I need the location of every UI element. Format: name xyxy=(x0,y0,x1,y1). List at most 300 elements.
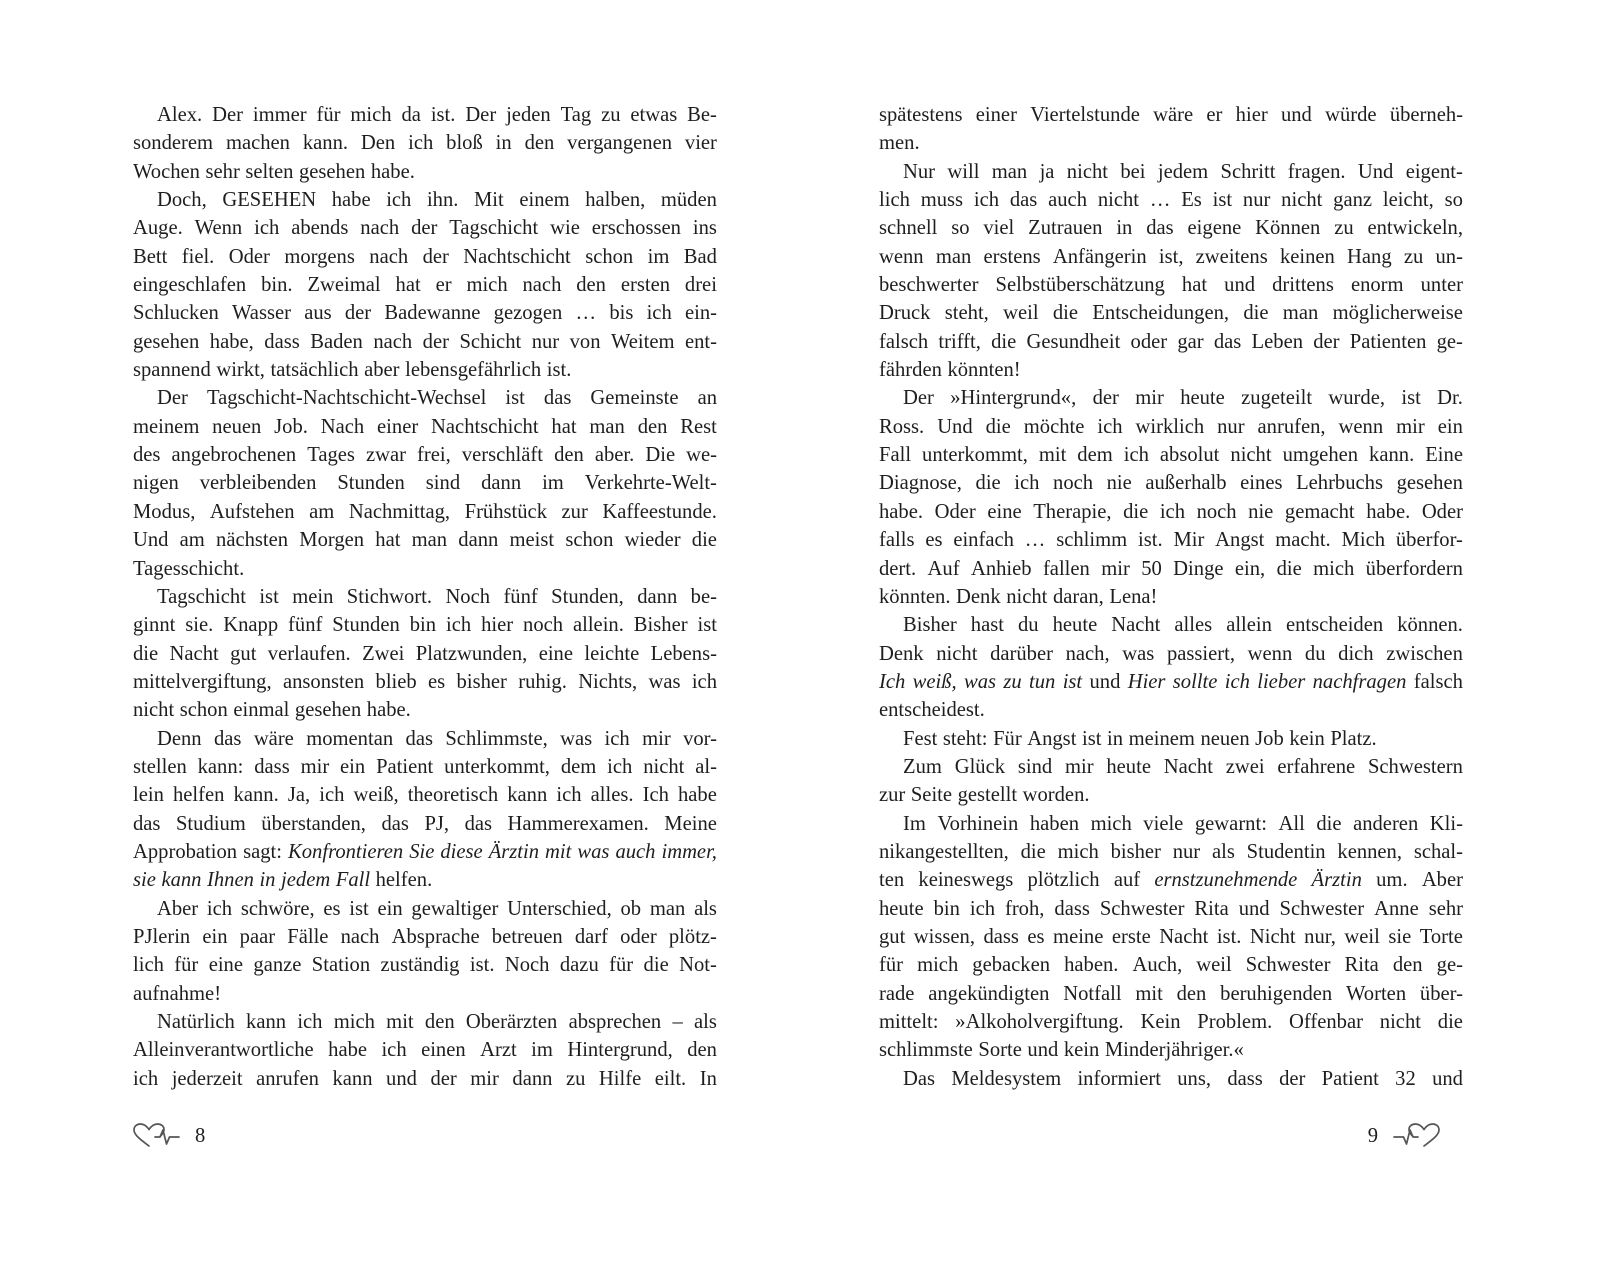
word: in xyxy=(1116,217,1133,240)
word: Verkehrte-Welt- xyxy=(584,472,717,495)
text-line xyxy=(879,526,1463,554)
word: dazu xyxy=(559,954,599,977)
word: nicht xyxy=(133,699,175,722)
word: ich xyxy=(1123,444,1149,467)
word: schlimm xyxy=(1056,529,1128,552)
word: Fall xyxy=(879,444,912,467)
word: men. xyxy=(879,132,920,155)
word: Therapie, xyxy=(1033,500,1112,523)
word: der xyxy=(422,330,449,353)
word: Offenbar xyxy=(1289,1011,1363,1033)
word: wäre xyxy=(253,727,294,750)
word: sollte xyxy=(1172,670,1218,693)
word: nicht xyxy=(1230,444,1272,467)
word: Meldesystem xyxy=(951,1067,1062,1090)
word: und xyxy=(1224,274,1256,297)
word: ge- xyxy=(1436,954,1463,977)
word: viele xyxy=(1143,812,1184,835)
word: eingeschlafen xyxy=(133,274,247,297)
word: über- xyxy=(1419,982,1463,1005)
word: Hier xyxy=(1127,670,1166,693)
word: Nachmittag, xyxy=(348,500,451,523)
word: Noch xyxy=(504,954,550,977)
word: ihn. xyxy=(426,189,459,212)
word: es xyxy=(323,897,341,920)
word: Ja, xyxy=(287,784,311,807)
word: auf xyxy=(1113,869,1141,892)
word: ge- xyxy=(1436,330,1463,353)
word: mit xyxy=(386,1011,414,1033)
word: angebrochenen xyxy=(171,444,297,467)
word: den xyxy=(576,274,606,297)
word: be- xyxy=(690,585,717,608)
word: im xyxy=(542,472,564,495)
word: ginnt xyxy=(133,614,176,637)
word: heute xyxy=(1052,614,1098,637)
word: tatsächlich xyxy=(270,359,359,382)
word: Viertelstunde xyxy=(1030,104,1140,126)
word: dass xyxy=(264,330,300,353)
word: einen xyxy=(421,1039,466,1062)
word: das xyxy=(213,727,242,750)
word: das xyxy=(1009,189,1038,212)
word: Lehrbuchs xyxy=(1296,472,1383,495)
word: ein xyxy=(340,755,366,778)
word: Nacht xyxy=(169,642,219,665)
word: Denk xyxy=(956,585,1001,608)
word: jedem xyxy=(1157,160,1209,183)
word: um. xyxy=(1376,869,1408,892)
word: ist xyxy=(505,387,525,410)
text-line xyxy=(133,980,717,1008)
word: Fall xyxy=(335,869,371,892)
text-line xyxy=(133,328,717,356)
word: Konfrontieren xyxy=(288,840,404,863)
word: dann xyxy=(481,472,522,495)
word: selten xyxy=(245,160,294,183)
word: erfahrene xyxy=(1277,755,1356,778)
word: es xyxy=(428,670,446,693)
word: drei xyxy=(684,274,717,297)
word: Lebens- xyxy=(650,642,717,665)
word: Worten xyxy=(1346,982,1407,1005)
text-line xyxy=(133,781,717,809)
word: ganze xyxy=(253,954,302,977)
word: meinem xyxy=(1128,727,1195,750)
text-line xyxy=(879,214,1463,242)
word: entscheidest. xyxy=(879,699,985,722)
word: ich xyxy=(381,1039,407,1062)
word: zu xyxy=(1334,217,1354,240)
word: Und xyxy=(1357,160,1394,183)
word: mittelvergiftung, xyxy=(133,670,272,693)
word: ich xyxy=(969,897,996,920)
word: bin xyxy=(409,614,437,637)
word: nicht xyxy=(1066,160,1108,183)
word: Hintergrund, xyxy=(567,1039,673,1062)
text-line xyxy=(879,101,1463,129)
word: den xyxy=(637,415,668,438)
word: rade xyxy=(879,982,915,1005)
word: uns, xyxy=(1177,1067,1212,1090)
text-line xyxy=(133,1008,717,1036)
word: meine xyxy=(1053,925,1104,948)
word: Eine xyxy=(1425,444,1463,467)
text-line xyxy=(879,441,1463,469)
word: einmal xyxy=(233,699,290,722)
word: da xyxy=(401,104,421,126)
word: sind xyxy=(425,472,461,495)
word: anrufen, xyxy=(1257,415,1326,438)
page-number: 9 xyxy=(1367,1124,1378,1147)
word: ist. xyxy=(1137,529,1163,552)
word: Glück xyxy=(954,755,1006,778)
word: anderen xyxy=(1353,812,1419,835)
word: ich xyxy=(691,670,717,693)
word: die xyxy=(643,954,669,977)
word: Auge. xyxy=(133,217,183,240)
word: Aber xyxy=(157,897,199,920)
word: nicht xyxy=(936,642,978,665)
word: frei, xyxy=(417,444,451,467)
word: in xyxy=(1106,727,1124,750)
word: mir xyxy=(300,755,330,778)
word: alles xyxy=(1174,614,1213,637)
word: ist xyxy=(1062,670,1083,693)
word: Dr. xyxy=(1437,387,1463,410)
word: dich xyxy=(1338,642,1374,665)
word: kann: xyxy=(197,755,244,778)
word: ist xyxy=(1081,727,1102,750)
word: unterkommt, xyxy=(922,444,1028,467)
word: dass xyxy=(254,755,290,778)
text-line xyxy=(879,271,1463,299)
word: am xyxy=(309,500,335,523)
word: an xyxy=(697,387,717,410)
word: nie xyxy=(1106,472,1132,495)
word: Weitem xyxy=(610,330,675,353)
word: … xyxy=(575,302,597,325)
word: ernstzunehmende xyxy=(1154,869,1298,892)
word: Absprache xyxy=(391,925,480,948)
word: Leben xyxy=(1251,330,1304,353)
text-line xyxy=(879,328,1463,356)
text-line xyxy=(133,923,717,951)
word: Rest xyxy=(680,415,717,438)
word: für xyxy=(316,104,341,126)
word: Gemeinste xyxy=(590,387,679,410)
word: sind xyxy=(1017,755,1053,778)
word: nachfragen xyxy=(1312,670,1407,693)
word: zwei xyxy=(1225,755,1265,778)
word: ist xyxy=(1401,387,1421,410)
word: Schlimmste, xyxy=(445,727,548,750)
word: Anfängerin xyxy=(1052,245,1147,268)
text-line xyxy=(879,696,1463,724)
word: macht. xyxy=(1275,529,1331,552)
word: Stichwort. xyxy=(346,585,433,608)
word: heute xyxy=(1106,755,1151,778)
word: ent- xyxy=(684,330,717,353)
word: machen xyxy=(225,132,290,155)
word: erschossen xyxy=(591,217,681,240)
word: schon xyxy=(565,529,614,552)
word: Der xyxy=(465,104,497,126)
word: fünf xyxy=(288,614,323,637)
word: Sorte xyxy=(978,1039,1022,1062)
word: den xyxy=(1392,954,1423,977)
word: Anhieb xyxy=(970,557,1032,580)
word: was xyxy=(1122,642,1155,665)
word: darüber xyxy=(990,642,1053,665)
word: 50 xyxy=(1141,557,1162,580)
word: gut xyxy=(230,642,257,665)
word: betreuen xyxy=(491,925,563,948)
word: ist, xyxy=(1158,245,1184,268)
word: nigen xyxy=(133,472,179,495)
word: bisher xyxy=(1110,840,1161,863)
word: Tagschicht xyxy=(449,217,539,240)
word: die xyxy=(1123,500,1149,523)
word: eines xyxy=(1240,472,1283,495)
word: hat xyxy=(375,529,401,552)
word: PJlerin xyxy=(133,925,191,948)
word: wie xyxy=(550,217,580,240)
word: Bisher xyxy=(633,614,688,637)
word: verbleibenden xyxy=(199,472,317,495)
word: Station xyxy=(311,954,371,977)
heart-heartbeat-icon xyxy=(1392,1123,1440,1149)
word: Selbstüberschätzung xyxy=(995,274,1165,297)
left-page-text xyxy=(133,101,717,1093)
word: fünf xyxy=(503,585,538,608)
text-line xyxy=(879,838,1463,866)
word: Approbation xyxy=(133,840,238,863)
word: »Alkoholvergiftung. xyxy=(955,1011,1124,1033)
word: dann xyxy=(458,529,499,552)
word: so xyxy=(951,217,970,240)
word: gut xyxy=(879,925,906,948)
word: heute xyxy=(879,897,924,920)
word: Tagesschicht. xyxy=(133,557,245,580)
word: nicht xyxy=(1097,189,1139,212)
word: … xyxy=(1024,529,1046,552)
word: Oder xyxy=(1421,500,1463,523)
word: Wasser xyxy=(232,302,291,325)
text-line xyxy=(879,980,1463,1008)
word: und xyxy=(1089,670,1121,693)
word: einer xyxy=(377,415,419,438)
word: noch xyxy=(1196,500,1237,523)
text-line xyxy=(879,158,1463,186)
word: Denk xyxy=(879,642,924,665)
text-line xyxy=(133,1065,717,1093)
word: eine xyxy=(208,954,243,977)
word: man xyxy=(411,529,448,552)
word: Unterschied, xyxy=(507,897,612,920)
text-line xyxy=(133,668,717,696)
word: nicht xyxy=(643,755,685,778)
word: nach, xyxy=(1065,642,1110,665)
word: nicht xyxy=(1281,189,1323,212)
word: hat xyxy=(395,274,421,297)
word: Zutrauen xyxy=(1028,217,1103,240)
word xyxy=(376,866,433,894)
word: ich xyxy=(445,614,472,637)
word: könnten. xyxy=(879,585,951,608)
word: habe. xyxy=(370,160,415,183)
word: ist. xyxy=(1216,925,1242,948)
word: Schritt xyxy=(1220,160,1276,183)
word: aus xyxy=(304,302,332,325)
word: stellen xyxy=(133,755,187,778)
word: mich xyxy=(1090,812,1132,835)
word: beschwerter xyxy=(879,274,979,297)
word: ich xyxy=(386,189,412,212)
word: drittens xyxy=(1272,274,1334,297)
word: Job xyxy=(1255,727,1284,750)
word: du xyxy=(1304,642,1326,665)
word: ein xyxy=(377,897,403,920)
word: ansonsten xyxy=(282,670,365,693)
word: mein xyxy=(292,585,334,608)
word: sehr xyxy=(1428,897,1463,920)
word: sie xyxy=(1388,925,1412,948)
word: ist xyxy=(259,585,279,608)
word: Kein xyxy=(1140,1011,1181,1033)
text-line xyxy=(879,895,1463,923)
word: Mich xyxy=(1341,529,1386,552)
text-line xyxy=(879,611,1463,639)
word: Rita xyxy=(1194,897,1229,920)
word: das xyxy=(543,387,572,410)
word: als xyxy=(1211,840,1235,863)
word: Zweimal xyxy=(307,274,381,297)
text-line xyxy=(879,1036,1463,1064)
word: Arzt xyxy=(480,1039,517,1062)
word: in xyxy=(495,132,512,155)
text-line xyxy=(879,923,1463,951)
word: schal- xyxy=(1413,840,1463,863)
text-line xyxy=(133,186,717,214)
word: gar xyxy=(1177,330,1204,353)
word: allein. xyxy=(572,614,624,637)
word: mir xyxy=(1396,415,1425,438)
word: verschläft xyxy=(461,444,544,467)
word: nur, xyxy=(1304,925,1336,948)
text-line xyxy=(133,1036,717,1064)
word: Nacht xyxy=(1111,614,1161,637)
word: al- xyxy=(695,755,717,778)
word: habe. xyxy=(879,500,924,523)
word: Aufstehen xyxy=(209,500,295,523)
word: habe. xyxy=(366,699,411,722)
text-line xyxy=(133,895,717,923)
text-line xyxy=(879,384,1463,412)
word: entwickeln, xyxy=(1367,217,1463,240)
word: Kaffeestunde. xyxy=(602,500,717,523)
word: Bad xyxy=(683,245,717,268)
word: wirklich xyxy=(1135,415,1205,438)
word: bin xyxy=(933,897,960,920)
word: unterkommt, xyxy=(444,755,550,778)
word: Bett xyxy=(133,245,168,268)
word: vier xyxy=(684,132,717,155)
word: habe. xyxy=(1366,500,1411,523)
word: bisher xyxy=(456,670,507,693)
word: schlimmste xyxy=(879,1039,973,1062)
word: außerhalb xyxy=(1145,472,1227,495)
text-line xyxy=(133,129,717,157)
word: un- xyxy=(1435,245,1463,268)
word: entscheiden xyxy=(1285,614,1384,637)
word: nicht xyxy=(1379,1011,1421,1033)
text-line xyxy=(879,299,1463,327)
word: neuen xyxy=(1200,727,1250,750)
word: immer, xyxy=(661,840,717,863)
word: – xyxy=(672,1011,683,1033)
word: beruhigenden xyxy=(1220,982,1333,1005)
word: blieb xyxy=(375,670,417,693)
word: weiß, xyxy=(912,670,957,693)
word: dass xyxy=(983,925,1019,948)
word: Der xyxy=(212,104,243,126)
word: einer xyxy=(975,104,1017,126)
word: falsch xyxy=(1413,670,1463,693)
word: Tag xyxy=(560,104,592,126)
page-number: 8 xyxy=(195,1124,206,1147)
word: er xyxy=(1206,104,1223,126)
word: helfen xyxy=(375,869,428,892)
word: habe xyxy=(331,189,371,212)
word: ja xyxy=(1039,160,1055,183)
word: zu xyxy=(601,104,621,126)
word: lich xyxy=(879,189,910,212)
word: sonderem xyxy=(133,132,214,155)
word: mir xyxy=(1064,755,1094,778)
word: keineswegs xyxy=(918,869,1014,892)
word: gewaltiger xyxy=(411,897,499,920)
word: Gesundheit xyxy=(1026,330,1121,353)
word: das xyxy=(464,812,493,835)
word: der xyxy=(430,1067,457,1090)
word: Meine xyxy=(664,812,717,835)
word: Die xyxy=(645,444,676,467)
word: kann. xyxy=(302,132,349,155)
word: bei xyxy=(1120,160,1146,183)
word: mich xyxy=(1313,557,1355,580)
word: Ihnen xyxy=(207,869,254,892)
word: worden. xyxy=(1022,784,1090,807)
word: wissen, xyxy=(913,925,976,948)
word: nicht xyxy=(1006,585,1048,608)
word: ein xyxy=(202,925,228,948)
text-line xyxy=(879,866,1463,894)
word: und xyxy=(1027,1039,1059,1062)
word: Torte xyxy=(1419,925,1463,948)
word: froh, xyxy=(1004,897,1045,920)
word: den xyxy=(1176,982,1207,1005)
word: gemacht xyxy=(1284,500,1355,523)
word: eilt. xyxy=(654,1067,687,1090)
word: bloß xyxy=(446,132,483,155)
word: dass xyxy=(1227,1067,1263,1090)
text-line xyxy=(133,441,717,469)
word: es xyxy=(1027,925,1045,948)
word: lich xyxy=(133,954,164,977)
word: schon xyxy=(179,699,228,722)
word: gebacken xyxy=(972,954,1051,977)
